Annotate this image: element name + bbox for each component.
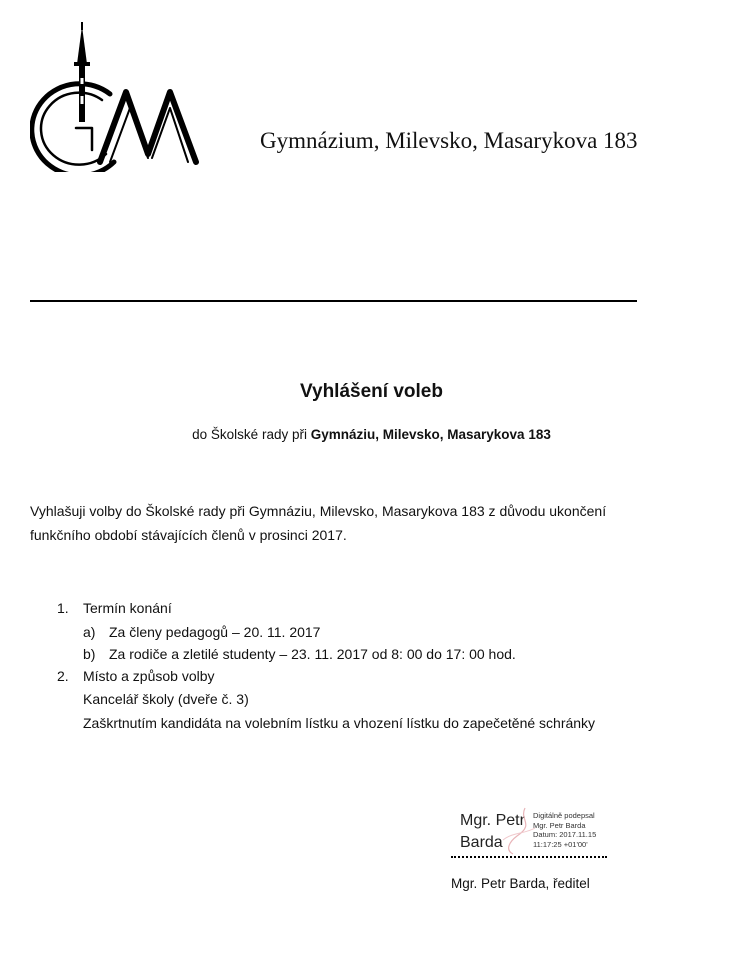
signature-dotted-line xyxy=(451,856,607,858)
document-title: Vyhlášení voleb xyxy=(300,381,443,402)
signature-metadata xyxy=(533,811,596,849)
header-divider xyxy=(30,300,637,302)
subtitle-prefix: do Školské rady při xyxy=(192,427,311,442)
list-subitem-a xyxy=(83,624,320,640)
intro-line-1: Vyhlašuji volby do Školské rady při Gymnáziu, Milevsko, Masarykova 183 z důvodu ukončení xyxy=(30,503,607,519)
list-number-1: 1. xyxy=(57,600,69,616)
document-subtitle xyxy=(0,427,743,442)
intro-line-2: funkčního období stávajících členů v prosinci 2017. xyxy=(30,527,347,543)
school-logo xyxy=(30,22,202,172)
subitem-text-a: Za členy pedagogů – 20. 11. 2017 xyxy=(109,624,321,640)
list-item-2-line-1: Kancelář školy (dveře č. 3) xyxy=(83,691,249,707)
list-number-2: 2. xyxy=(57,668,69,684)
subitem-marker-a: a) xyxy=(83,624,96,640)
signature-name-line-2: Barda xyxy=(460,834,503,851)
signature-meta-3: Datum: 2017.11.15 xyxy=(533,830,597,839)
list-label-2: Místo a způsob volby xyxy=(83,668,215,684)
list-subitem-b xyxy=(83,646,516,662)
signature-name-line-1: Mgr. Petr xyxy=(460,812,525,829)
list-item-2 xyxy=(57,668,215,684)
intro-paragraph xyxy=(30,499,680,547)
signature-meta-2: Mgr. Petr Barda xyxy=(533,820,586,830)
school-name: Gymnázium, Milevsko, Masarykova 183 xyxy=(260,128,638,153)
list-label-1: Termín konání xyxy=(83,600,172,616)
subitem-text-b: Za rodiče a zletilé studenty – 23. 11. 2017 od 8: 00 do 17: 00 hod. xyxy=(109,646,516,662)
signature-meta-1: Digitálně podepsal xyxy=(533,811,595,820)
subitem-marker-b: b) xyxy=(83,646,96,662)
list-item-1 xyxy=(57,600,172,616)
signature-caption: Mgr. Petr Barda, ředitel xyxy=(451,876,590,891)
subtitle-school: Gymnáziu, Milevsko, Masarykova 183 xyxy=(310,427,551,442)
list-item-2-line-2: Zaškrtnutím kandidáta na volebním lístku a vhození lístku do zapečetěné schránky xyxy=(83,715,596,731)
signature-meta-4: 11:17:25 +01'00' xyxy=(533,839,588,849)
